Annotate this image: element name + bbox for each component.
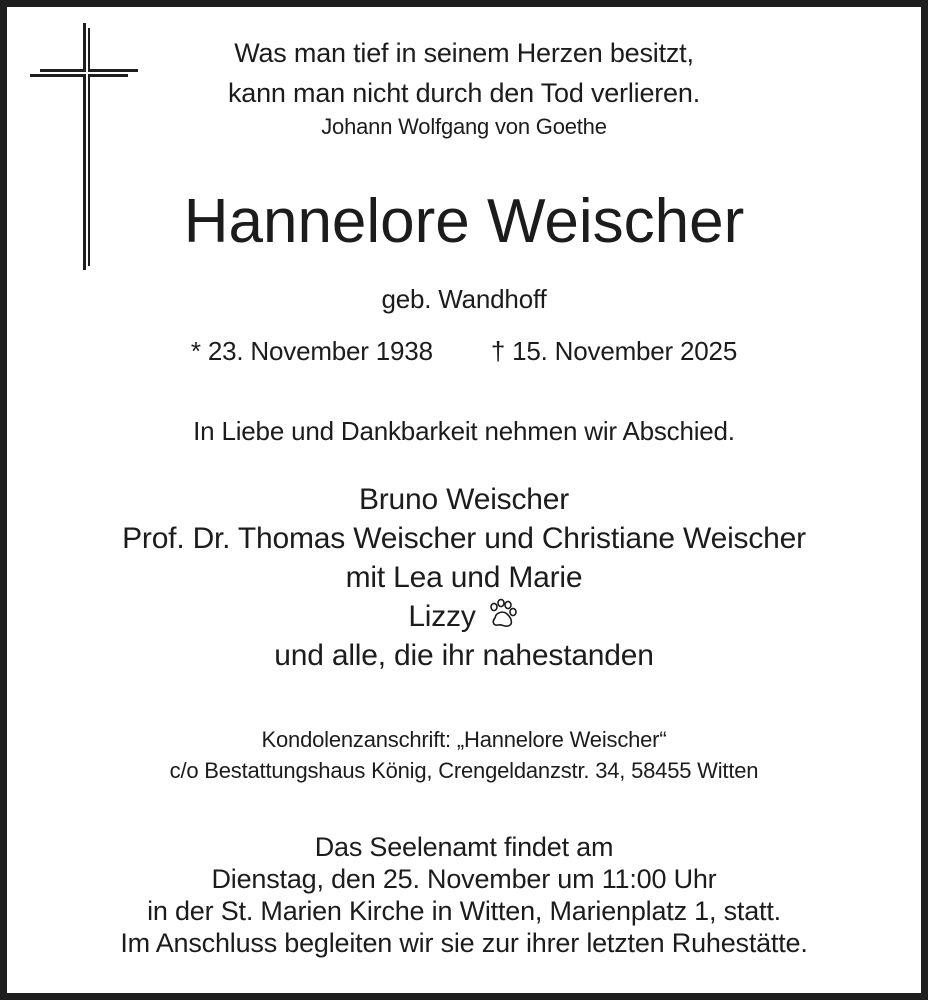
- mourner-line: und alle, die ihr nahestanden: [274, 639, 654, 672]
- service-line: Das Seelenamt findet am: [314, 832, 614, 862]
- maiden-name: geb. Wandhoff: [381, 284, 547, 314]
- service-line: in der St. Marien Kirche in Witten, Marienplatz 1, statt.: [147, 896, 781, 926]
- mourner-line: Bruno Weischer: [358, 483, 570, 516]
- deceased-name: Hannelore Weischer: [183, 187, 745, 256]
- death-date: † 15. November 2025: [490, 336, 738, 366]
- quote-author: Johann Wolfgang von Goethe: [321, 114, 607, 139]
- quote-line-1: Was man tief in seinem Herzen besitzt,: [234, 38, 694, 68]
- life-dates: [0, 336, 928, 367]
- mourner-line: mit Lea und Marie: [345, 561, 583, 594]
- service-line: Im Anschluss begleiten wir sie zur ihrer letzten Ruhestätte.: [120, 928, 808, 958]
- paw-print-icon: [486, 598, 520, 630]
- mourner-line-pet: [0, 597, 928, 636]
- pet-name: Lizzy: [408, 600, 476, 633]
- birth-date: * 23. November 1938: [190, 336, 433, 366]
- quote-line-2: kann man nicht durch den Tod verlieren.: [228, 78, 700, 108]
- farewell-text: In Liebe und Dankbarkeit nehmen wir Abschied.: [193, 416, 735, 446]
- mourner-line: Prof. Dr. Thomas Weischer und Christiane Weischer: [122, 522, 806, 555]
- condolence-label: Kondolenzanschrift: „Hannelore Weischer“: [261, 727, 667, 752]
- condolence-address: c/o Bestattungshaus König, Crengeldanzstr. 34, 58455 Witten: [169, 758, 759, 783]
- service-line: Dienstag, den 25. November um 11:00 Uhr: [211, 864, 717, 894]
